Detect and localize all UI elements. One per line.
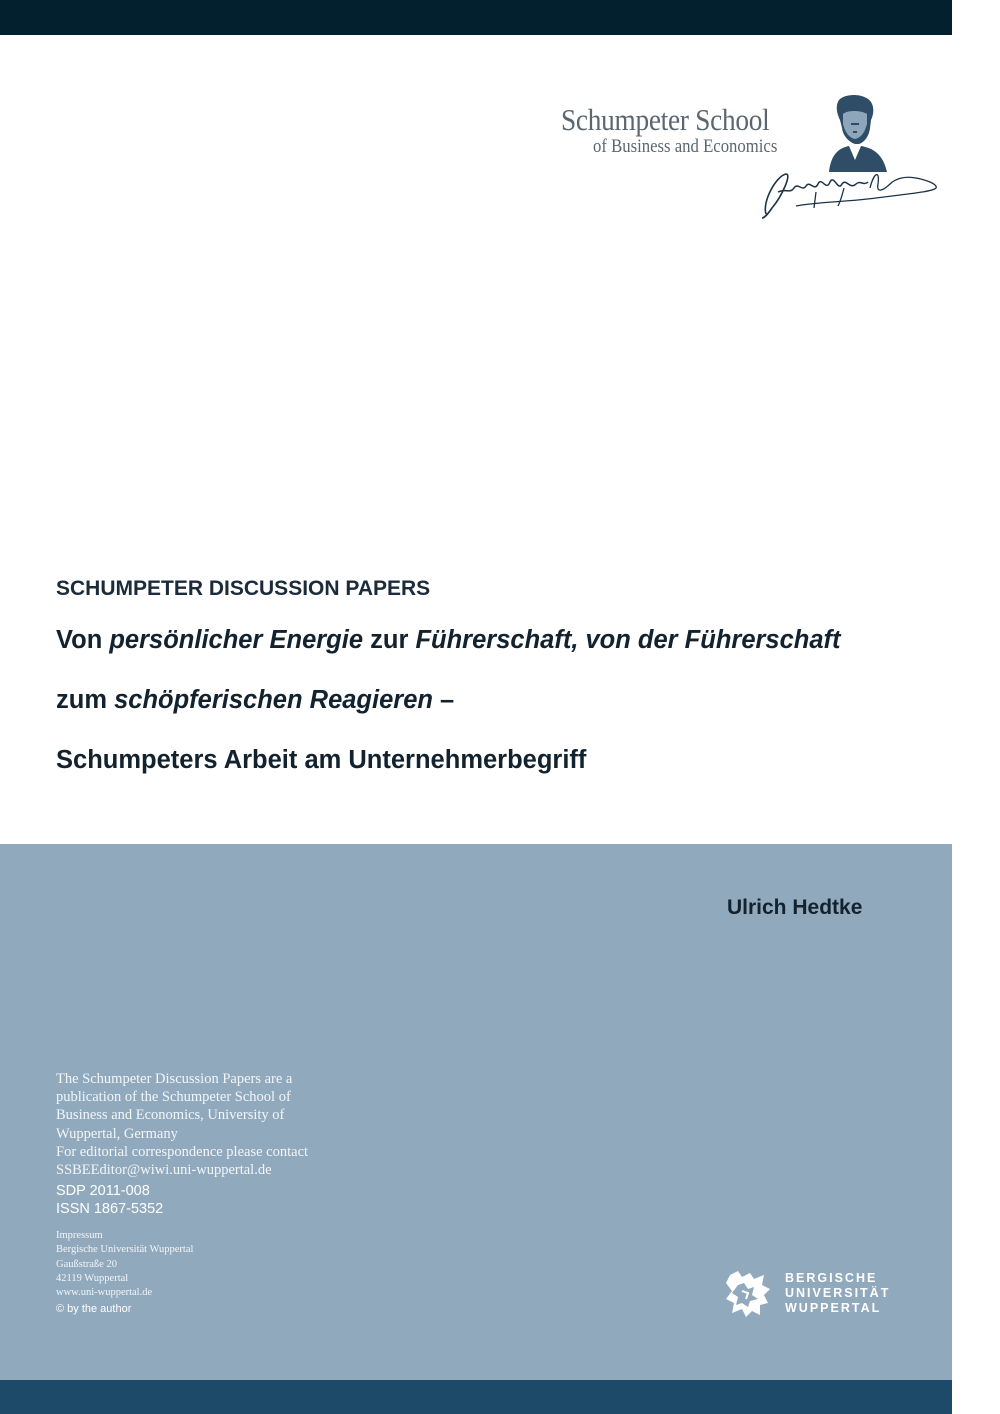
editor-email: SSBEEditor@wiwi.uni-wuppertal.de [56, 1162, 272, 1179]
publication-line: Business and Economics, University of [56, 1107, 285, 1124]
bottom-bar [0, 1380, 952, 1414]
paper-ids [56, 1182, 163, 1218]
university-logo [724, 1268, 899, 1320]
logo-name: Schumpeter School [561, 102, 770, 137]
copyright-notice: © by the author [56, 1303, 132, 1315]
university-name [785, 1271, 890, 1316]
title-italic: persönlicher Energie [109, 626, 364, 654]
title-line-3: Schumpeters Arbeit am Unternehmerbegriff [56, 746, 587, 774]
title-line-2 [56, 686, 454, 715]
title-text: – [432, 686, 455, 714]
lion-emblem-icon [724, 1269, 772, 1319]
title-text: Von [56, 626, 110, 654]
publication-line: For editorial correspondence please contact [56, 1143, 309, 1160]
schumpeter-school-logo [556, 92, 946, 224]
title-line-1 [56, 626, 841, 655]
impressum-line: Impressum [56, 1230, 103, 1241]
signature-icon [756, 162, 941, 222]
impressum-line: Bergische Universität Wuppertal [56, 1244, 194, 1256]
university-name-line: WUPPERTAL [785, 1301, 882, 1315]
title-italic: Führerschaft, von der Führerschaft [415, 626, 841, 654]
title-italic: schöpferischen Reagieren [114, 686, 433, 714]
sdp-number: SDP 2011-008 [56, 1183, 150, 1199]
university-name-line: BERGISCHE [785, 1271, 878, 1285]
logo-subtitle: of Business and Economics [593, 136, 778, 157]
publication-line: Wuppertal, Germany [56, 1125, 178, 1142]
impressum-line: Gaußstraße 20 [56, 1258, 117, 1270]
impressum [56, 1229, 193, 1300]
university-name-line: UNIVERSITÄT [785, 1286, 891, 1300]
publication-line: The Schumpeter Discussion Papers are a [56, 1071, 293, 1087]
series-label: SCHUMPETER DISCUSSION PAPERS [56, 577, 431, 600]
publication-line: publication of the Schumpeter School of [56, 1089, 291, 1106]
impressum-line: 42119 Wuppertal [56, 1272, 129, 1284]
impressum-line: www.uni-wuppertal.de [56, 1287, 153, 1299]
title-text: zum [56, 686, 115, 714]
issn-number: ISSN 1867-5352 [56, 1201, 164, 1217]
top-bar [0, 0, 952, 35]
title-text: zur [363, 626, 416, 654]
author-name: Ulrich Hedtke [727, 896, 863, 919]
portrait-icon [821, 94, 891, 172]
publication-note [56, 1070, 346, 1179]
